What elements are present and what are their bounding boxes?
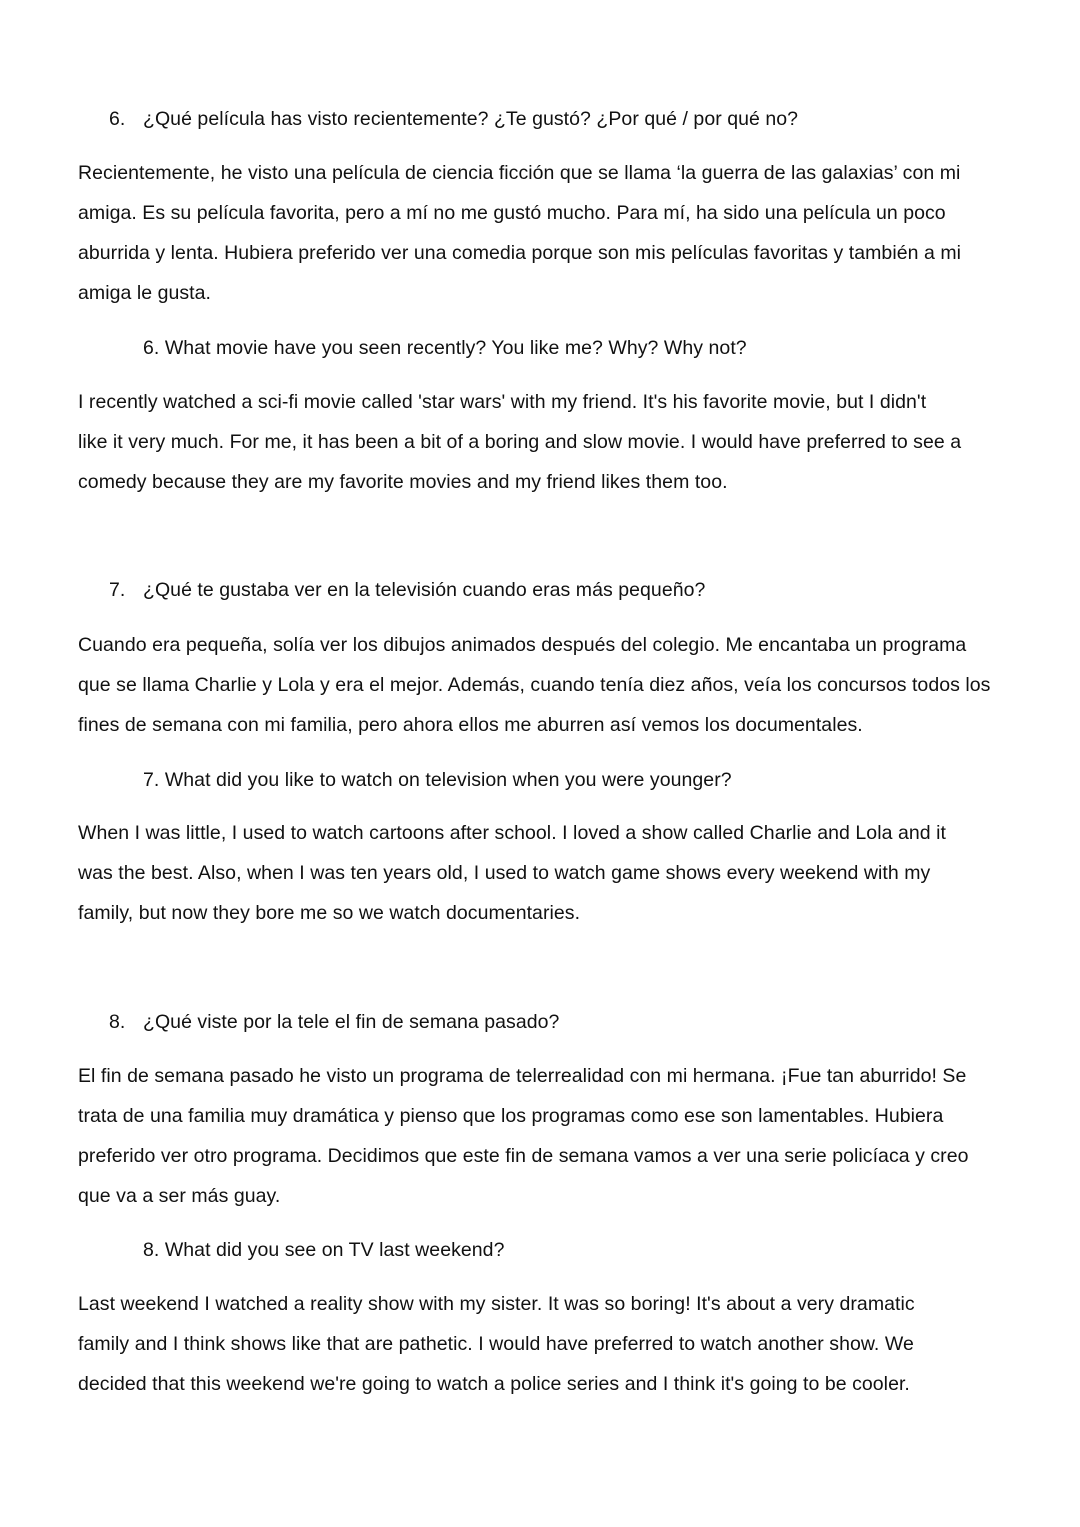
- answer-en-6-line-1: I recently watched a sci-fi movie called 'star wars' with my friend. It's his favorite movie, but I didn't: [78, 391, 927, 413]
- answer-es-7-line-3: fines de semana con mi familia, pero ahora ellos me aburren así vemos los documentales.: [78, 714, 863, 736]
- answer-en-7-line-2: was the best. Also, when I was ten years old, I used to watch game shows every weekend with my: [78, 862, 931, 884]
- answer-es-8-line-3: preferido ver otro programa. Decidimos que este fin de semana vamos a ver una serie policíaca y creo: [78, 1145, 969, 1167]
- answer-en-8-line-1: Last weekend I watched a reality show with my sister. It was so boring! It's about a very dramatic: [78, 1293, 915, 1315]
- question-text: ¿Qué película has visto recientemente? ¿Te gustó? ¿Por qué / por qué no?: [143, 108, 799, 130]
- answer-es-7-line-1: Cuando era pequeña, solía ver los dibujos animados después del colegio. Me encantaba un programa: [78, 634, 967, 656]
- answer-es-6-line-1: Recientemente, he visto una película de ciencia ficción que se llama ‘la guerra de las galaxias’ con mi: [78, 162, 961, 184]
- answer-es-7-line-2: que se llama Charlie y Lola y era el mejor. Además, cuando tenía diez años, veía los concursos todos los: [78, 674, 991, 696]
- answer-es-8-line-1: El fin de semana pasado he visto un programa de telerrealidad con mi hermana. ¡Fue tan aburrido! Se: [78, 1065, 967, 1087]
- answer-es-8-line-4: que va a ser más guay.: [78, 1185, 281, 1207]
- question-es-6: [109, 108, 1049, 131]
- answer-en-6-line-3: comedy because they are my favorite movies and my friend likes them too.: [78, 471, 728, 493]
- question-en-7: 7. What did you like to watch on television when you were younger?: [143, 769, 732, 791]
- question-text: ¿Qué te gustaba ver en la televisión cuando eras más pequeño?: [143, 579, 706, 601]
- question-en-6: 6. What movie have you seen recently? You like me? Why? Why not?: [143, 337, 747, 359]
- question-text: ¿Qué viste por la tele el fin de semana pasado?: [143, 1011, 560, 1033]
- question-en-8: 8. What did you see on TV last weekend?: [143, 1239, 505, 1261]
- answer-en-8-line-2: family and I think shows like that are pathetic. I would have preferred to watch another show. We: [78, 1333, 914, 1355]
- question-number: 8.: [109, 1011, 126, 1033]
- answer-es-6-line-3: aburrida y lenta. Hubiera preferido ver una comedia porque son mis películas favoritas y también a mi: [78, 242, 961, 264]
- answer-en-7-line-1: When I was little, I used to watch cartoons after school. I loved a show called Charlie and Lola and it: [78, 822, 946, 844]
- answer-en-8-line-3: decided that this weekend we're going to watch a police series and I think it's going to be cooler.: [78, 1373, 910, 1395]
- answer-en-6-line-2: like it very much. For me, it has been a bit of a boring and slow movie. I would have preferred to see a: [78, 431, 962, 453]
- question-number: 6.: [109, 108, 126, 130]
- answer-es-6-line-4: amiga le gusta.: [78, 282, 211, 304]
- answer-es-8-line-2: trata de una familia muy dramática y pienso que los programas como ese son lamentables. Hubiera: [78, 1105, 944, 1127]
- question-es-8: [109, 1011, 1049, 1034]
- answer-es-6-line-2: amiga. Es su película favorita, pero a mí no me gustó mucho. Para mí, ha sido una película un poco: [78, 202, 946, 224]
- answer-en-7-line-3: family, but now they bore me so we watch documentaries.: [78, 902, 581, 924]
- question-es-7: [109, 579, 1049, 602]
- question-number: 7.: [109, 579, 126, 601]
